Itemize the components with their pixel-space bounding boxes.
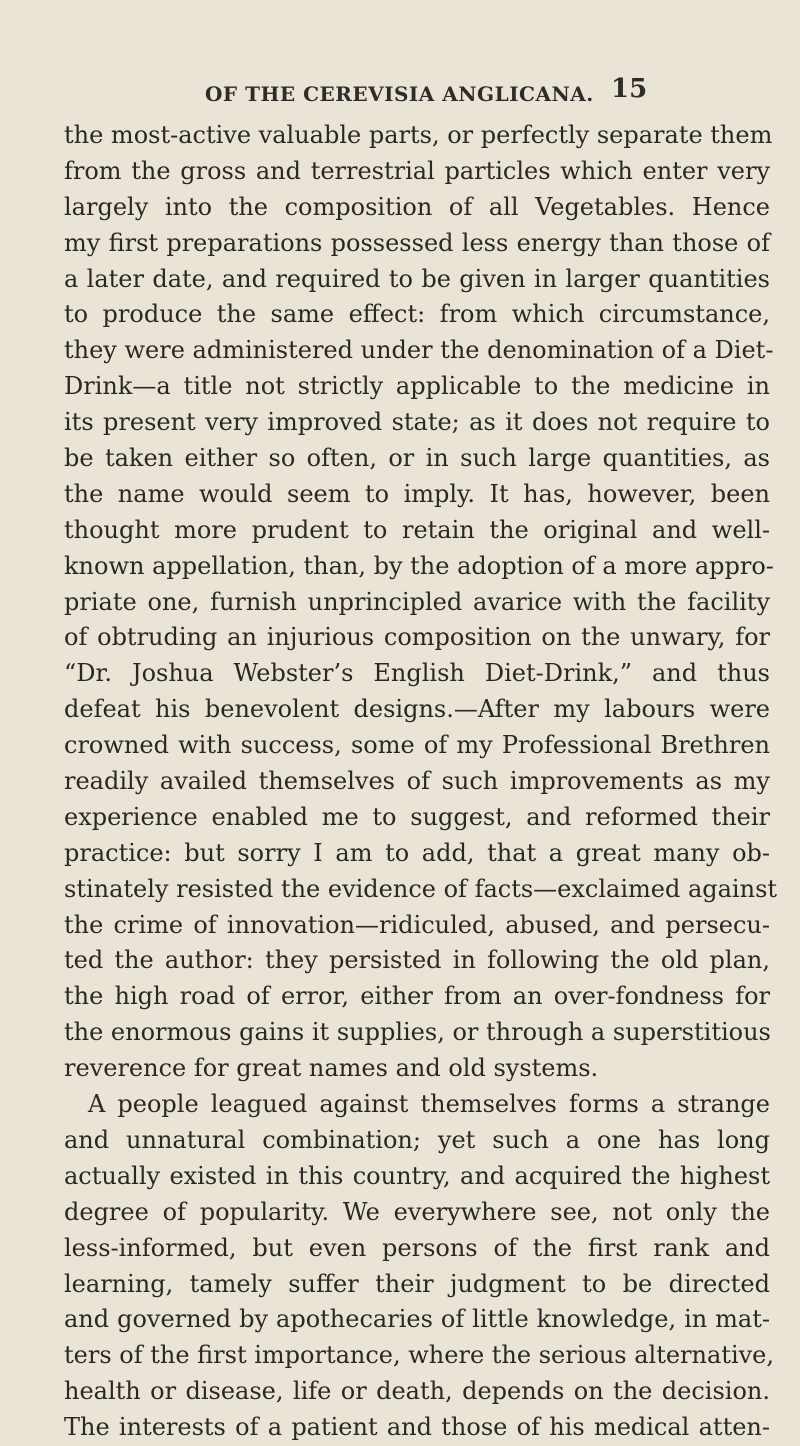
text-line: the enormous gains it supplies, or through a superstitious [64,1018,771,1047]
text-line: thought more prudent to retain the original and well- [64,515,770,544]
text-line: the crime of innovation—ridiculed, abused, and persecu- [64,910,770,939]
running-title: OF THE CEREVISIA ANGLICANA. [205,82,594,106]
body-text [64,118,778,1446]
text-line: “Dr. Joshua Webster’s English Diet-Drink,” and thus [64,659,770,688]
text-line: of obtruding an injurious composition on the unwary, for [64,623,770,652]
text-line: less-informed, but even persons of the first rank and [64,1233,770,1262]
text-line: known appellation, than, by the adoption of a more appro- [64,551,774,580]
text-line: from the gross and terrestrial particles which enter very [64,156,770,185]
running-head [0,72,800,108]
paragraph-end-line: reverence for great names and old systems. [64,1054,599,1083]
text-line: priate one, furnish unprincipled avarice with the facility [64,587,770,616]
text-line: its present very improved state; as it does not require to [64,408,770,437]
text-line: readily availed themselves of such improvements as my [64,767,770,796]
text-line: degree of popularity. We everywhere see, not only the [64,1197,770,1226]
text-line: learning, tamely suffer their judgment to be directed [64,1269,770,1298]
text-line: my first preparations possessed less energy than those of [64,228,770,257]
text-line: The interests of a patient and those of his medical atten- [64,1413,770,1442]
text-line: and unnatural combination; yet such a one has long [64,1125,770,1154]
text-line: health or disease, life or death, depends on the decision. [64,1377,770,1406]
text-line: practice: but sorry I am to add, that a great many ob- [64,838,770,867]
text-line: actually existed in this country, and acquired the highest [64,1161,770,1190]
text-line: a later date, and required to be given in larger quantities [64,264,770,293]
text-line: the most-active valuable parts, or perfectly separate them [64,121,773,149]
text-line: and governed by apothecaries of little knowledge, in mat- [64,1305,770,1334]
text-line: be taken either so often, or in such large quantities, as [64,444,770,473]
text-line: Drink—a title not strictly applicable to the medicine in [64,372,770,401]
text-line: to produce the same effect: from which circumstance, [64,300,770,329]
page-number: 15 [611,74,648,104]
text-line: they were administered under the denomination of a Diet- [64,336,774,365]
text-line: the high road of error, either from an over-fondness for [64,982,770,1011]
text-line: crowned with success, some of my Professional Brethren [64,731,770,760]
text-line: experience enabled me to suggest, and reformed their [64,802,770,831]
text-line: ters of the first importance, where the serious alternative, [64,1341,775,1370]
text-line: stinately resisted the evidence of facts—exclaimed against [64,874,778,903]
text-line: the name would seem to imply. It has, however, been [64,479,770,508]
text-line: largely into the composition of all Vegetables. Hence [64,192,770,221]
paragraph-start-line: A people leagued against themselves forms a strange [88,1090,770,1119]
text-line: ted the author: they persisted in following the old plan, [64,946,770,975]
text-line: defeat his benevolent designs.—After my labours were [64,695,770,724]
